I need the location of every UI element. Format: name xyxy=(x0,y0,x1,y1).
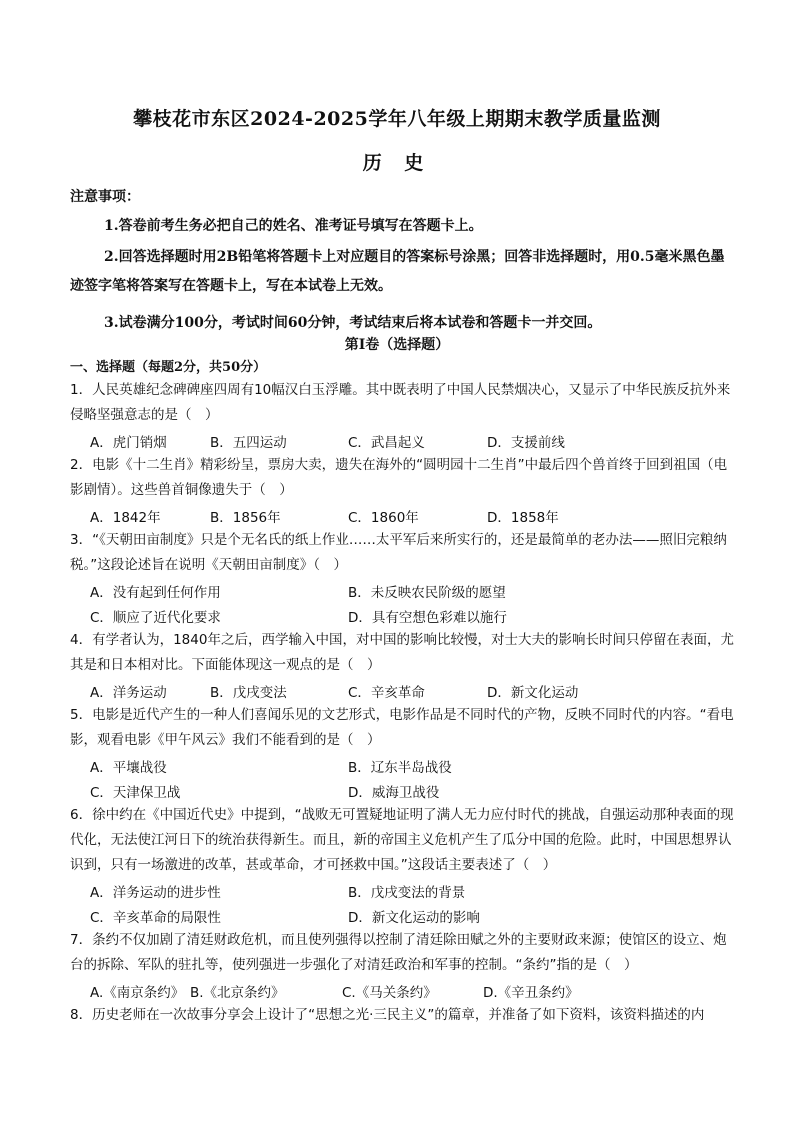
option-d: D．支援前线 xyxy=(487,435,565,451)
question-options xyxy=(90,906,740,928)
option-b: B．1856年 xyxy=(210,510,281,526)
option-d: D．新文化运动 xyxy=(487,685,579,701)
question-stem: 5．电影是近代产生的一种人们喜闻乐见的文艺形式，电影作品是不同时代的产物，反映不同时代的内容。“看电影，观看电影《甲午风云》我们不能看到的是（ ） xyxy=(70,707,734,748)
option-a: A．洋务运动的进步性 xyxy=(90,885,221,901)
option-d: D．具有空想色彩难以施行 xyxy=(348,610,507,626)
question-stem: 2．电影《十二生肖》精彩纷呈，票房大卖，遗失在海外的“圆明园十二生肖”中最后四个兽首终于回到祖国（电影剧情）。这些兽首铜像遗失于（ ） xyxy=(70,457,728,498)
notice-item: 2.回答选择题时用2B铅笔将答题卡上对应题目的答案标号涂黑；回答非选择题时，用0.5毫米黑色墨迹签字笔将答案写在答题卡上，写在本试卷上无效。 xyxy=(70,249,725,294)
option-d: D．1858年 xyxy=(487,510,559,526)
option-a: A．没有起到任何作用 xyxy=(90,585,221,601)
option-c: C．辛亥革命的局限性 xyxy=(90,910,221,926)
option-d: D.《辛丑条约》 xyxy=(483,985,579,1001)
question-options xyxy=(90,881,740,903)
option-b: B.《北京条约》 xyxy=(190,985,285,1001)
option-d: D．威海卫战役 xyxy=(348,785,440,801)
option-d: D．新文化运动的影响 xyxy=(348,910,480,926)
option-a: A．平壤战役 xyxy=(90,760,167,776)
question-options xyxy=(90,681,740,703)
notice-item: 1.答卷前考生务必把自己的姓名、准考证号填写在答题卡上。 xyxy=(104,218,483,234)
notice-item: 3.试卷满分100分，考试时间60分钟，考试结束后将本试卷和答题卡一并交回。 xyxy=(104,315,602,331)
option-c: C．武昌起义 xyxy=(348,435,425,451)
option-a: A．虎门销烟 xyxy=(90,435,167,451)
question-stem: 7．条约不仅加剧了清廷财政危机，而且使列强得以控制了清廷除田赋之外的主要财政来源；使馆区的设立、炮台的拆除、军队的驻扎等，使列强进一步强化了对清廷政治和军事的控制。“条约”指的是（ ） xyxy=(70,932,727,973)
question-stem: 4．有学者认为，1840年之后，西学输入中国，对中国的影响比较慢，对士大夫的影响长时间只停留在表面，尤其是和日本相对比。下面能体现这一观点的是（ ） xyxy=(70,632,734,673)
exam-title: 攀枝花市东区2024-2025学年八年级上期期末教学质量监测 xyxy=(133,108,661,130)
option-c: C．1860年 xyxy=(348,510,419,526)
subject-title: 历 史 xyxy=(362,152,432,174)
option-c: C．顺应了近代化要求 xyxy=(90,610,221,626)
question-options xyxy=(90,981,740,1003)
question-options xyxy=(90,506,740,528)
question-stem: 8．历史老师在一次故事分享会上设计了“思想之光·三民主义”的篇章，并准备了如下资料，该资料描述的内 xyxy=(70,1007,705,1023)
part-title: 一、选择题（每题2分，共50分） xyxy=(70,360,267,375)
option-b: B．未反映农民阶级的愿望 xyxy=(348,585,506,601)
question-stem: 6．徐中约在《中国近代史》中提到，“战败无可置疑地证明了满人无力应付时代的挑战，自强运动那种表面的现代化，无法使江河日下的统治获得新生。而且，新的帝国主义危机产生了瓜分中国的危险。此时，中国思想界认识到，只有一场激进的改革，甚或革命，才可拯救中国。”这段话主要表述了（ ） xyxy=(70,807,734,873)
question-options xyxy=(90,756,740,778)
question-stem: 1．人民英雄纪念碑碑座四周有10幅汉白玉浮雕。其中既表明了中国人民禁烟决心，又显示了中华民族反抗外来侵略坚强意志的是（ ） xyxy=(70,382,731,423)
section-title: 第Ⅰ卷（选择题） xyxy=(344,337,450,353)
option-b: B．戊戌变法的背景 xyxy=(348,885,466,901)
question-options xyxy=(90,581,740,603)
option-b: B．五四运动 xyxy=(210,435,287,451)
option-b: B．戊戌变法 xyxy=(210,685,287,701)
option-c: C．辛亥革命 xyxy=(348,685,425,701)
question-options xyxy=(90,781,740,803)
question-stem: 3．“《天朝田亩制度》只是个无名氏的纸上作业……太平军后来所实行的，还是最简单的老办法——照旧完粮纳税。”这段论述旨在说明《天朝田亩制度》（ ） xyxy=(70,532,727,573)
option-c: C.《马关条约》 xyxy=(342,985,437,1001)
question-options xyxy=(90,431,740,453)
notice-heading: 注意事项： xyxy=(70,189,140,205)
option-a: A．洋务运动 xyxy=(90,685,167,701)
option-a: A．1842年 xyxy=(90,510,161,526)
option-b: B．辽东半岛战役 xyxy=(348,760,452,776)
option-c: C．天津保卫战 xyxy=(90,785,181,801)
option-a: A.《南京条约》 xyxy=(90,985,185,1001)
question-options xyxy=(90,606,740,628)
